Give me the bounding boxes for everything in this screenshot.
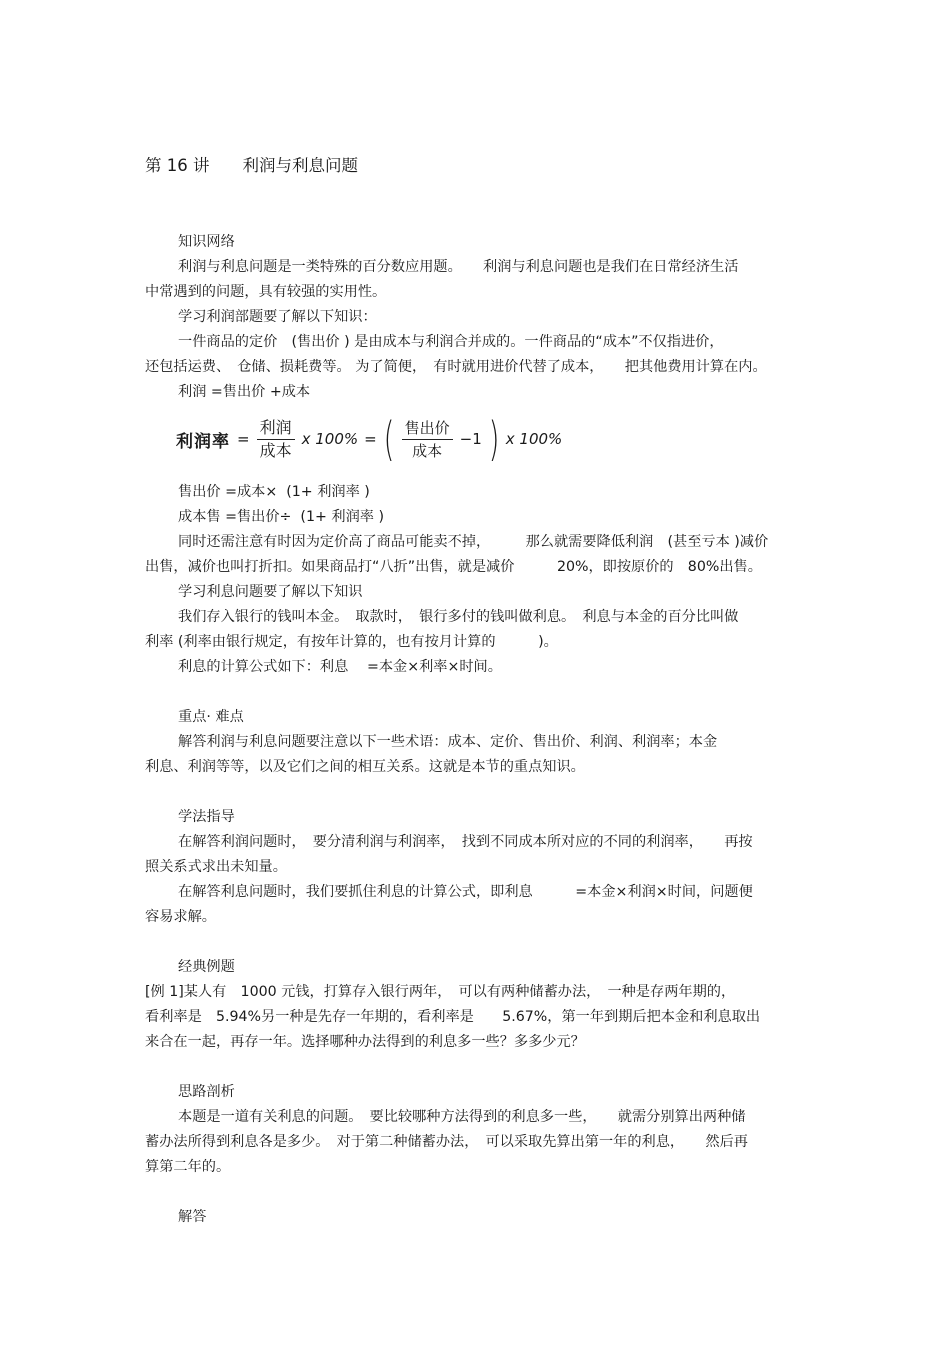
fraction-bar: [402, 439, 453, 440]
text-line: 成本售 =售出价÷ (1+ 利润率 ): [178, 509, 384, 525]
text-line: 学习利润部题要了解以下知识：: [178, 309, 377, 325]
fraction-price-over-cost: [402, 418, 453, 461]
profit-rate-formula: [176, 413, 565, 465]
text-line: 解答: [178, 1209, 207, 1225]
formula-minus-one: −1: [459, 430, 482, 448]
text-line: 重点· 难点: [178, 709, 244, 725]
text-line: 本题是一道有关利息的问题。 要比较哪种方法得到的利息多一些， 就需分别算出两种储: [178, 1109, 746, 1125]
formula-lhs: 利润率: [176, 431, 230, 452]
text-line: 学法指导: [178, 809, 235, 825]
text-line: 在解答利息问题时，我们要抓住利息的计算公式，即利息 =本金×利润×时间，问题便: [178, 884, 753, 900]
text-line: 中常遇到的问题，具有较强的实用性。: [145, 284, 387, 300]
formula-equals-1: =: [237, 430, 250, 448]
right-paren: ): [488, 412, 500, 466]
text-line: 解答利润与利息问题要注意以下一些术语：成本、定价、售出价、利润、利润率；本金: [178, 734, 718, 750]
fraction-bar: [257, 439, 295, 440]
text-line: 算第二年的。: [145, 1159, 231, 1175]
text-line: 利息、利润等等，以及它们之间的相互关系。这就是本节的重点知识。: [145, 759, 585, 775]
left-paren: (: [383, 412, 395, 466]
text-line: 容易求解。: [145, 909, 216, 925]
text-line: 利润与利息问题是一类特殊的百分数应用题。 利润与利息问题也是我们在日常经济生活: [178, 259, 739, 275]
fraction-numerator: 售出价: [404, 418, 450, 437]
text-line: 学习利息问题要了解以下知识: [178, 584, 363, 600]
text-line: 利润 =售出价 +成本: [178, 384, 311, 400]
text-line: 蓄办法所得到利息各是多少。 对于第二种储蓄办法， 可以采取先算出第一年的利息， 然后再: [145, 1134, 748, 1150]
text-line: 利率 (利率由银行规定，有按年计算的，也有按月计算的 )。: [145, 634, 558, 650]
text-line: 看利率是 5.94%另一种是先存一年期的，看利率是 5.67%，第一年到期后把本金和利息取出: [145, 1009, 761, 1025]
text-line: 售出价 =成本× (1+ 利润率 ): [178, 484, 370, 500]
text-line: 同时还需注意有时因为定价高了商品可能卖不掉， 那么就需要降低利润 (甚至亏本 )减价: [178, 534, 769, 550]
formula-times-100-2: x 100%: [505, 430, 563, 448]
text-line: 还包括运费、 仓储、损耗费等。 为了简便， 有时就用进价代替了成本， 把其他费用计算在内。: [145, 359, 767, 375]
text-line: 我们存入银行的钱叫本金。 取款时， 银行多付的钱叫做利息。 利息与本金的百分比叫做: [178, 609, 739, 625]
fraction-denominator: 成本: [412, 441, 443, 460]
text-line: 出售，减价也叫打折扣。如果商品打“八折”出售，就是减价 20%，即按原价的 80%出售。: [145, 559, 762, 575]
text-line: 照关系式求出未知量。: [145, 859, 287, 875]
formula-times-100-1: x 100%: [301, 430, 359, 448]
text-line: 来合在一起，再存一年。选择哪种办法得到的利息多一些？多多少元？: [145, 1034, 585, 1050]
fraction-numerator: 利润: [259, 417, 292, 437]
text-line: 在解答利润问题时， 要分清利润与利润率， 找到不同成本所对应的不同的利润率， 再按: [178, 834, 753, 850]
text-line: 经典例题: [178, 959, 235, 975]
formula-equals-2: =: [364, 430, 377, 448]
fraction-denominator: 成本: [259, 440, 292, 460]
text-line: 一件商品的定价 (售出价 ) 是由成本与利润合并成的。一件商品的“成本”不仅指进价，: [178, 334, 724, 350]
text-line: [例 1]某人有 1000 元钱，打算存入银行两年， 可以有两种储蓄办法， 一种是存两年期的，: [145, 984, 736, 1000]
fraction-profit-over-cost: [257, 418, 295, 461]
text-line: 知识网络: [178, 234, 235, 250]
text-line: 利息的计算公式如下：利息 =本金×利率×时间。: [178, 659, 502, 675]
lecture-title: 第 16 讲 利润与利息问题: [145, 156, 358, 175]
text-line: 思路剖析: [178, 1084, 235, 1100]
